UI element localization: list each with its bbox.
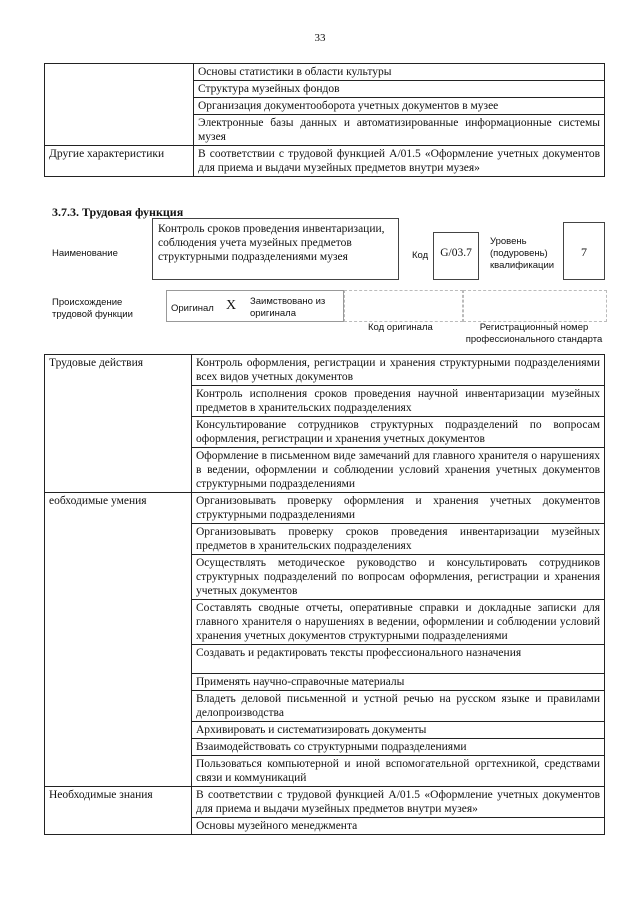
table-cell: Создавать и редактировать тексты профессионального назначения xyxy=(192,645,605,674)
row-label-other: Другие характеристики xyxy=(45,146,194,177)
function-name-box: Контроль сроков проведения инвентаризации, соблюдения учета музейных предметов структурными подразделениями музея xyxy=(152,218,399,280)
table-cell: Организовывать проверку оформления и хранения учетных документов структурными подразделениями xyxy=(192,493,605,524)
table-cell: Основы статистики в области культуры xyxy=(194,64,605,81)
table-cell: Применять научно-справочные материалы xyxy=(192,674,605,691)
table-cell: Основы музейного менеджмента xyxy=(192,818,605,835)
code-label: Код xyxy=(412,250,429,261)
table-cell: Архивировать и систематизировать документы xyxy=(192,722,605,739)
table-cell: Контроль оформления, регистрации и хранения структурными подразделениями всех видов учетных документов xyxy=(192,355,605,386)
table-cell: Осуществлять методическое руководство и консультировать сотрудников структурных подразделений по вопросам оформления, регистрации и хранения учетных документов xyxy=(192,555,605,600)
original-label: Оригинал xyxy=(171,303,214,314)
original-code-label: Код оригинала xyxy=(368,322,433,333)
table-cell: Взаимодействовать со структурными подразделениями xyxy=(192,739,605,756)
table-row xyxy=(45,355,605,386)
reg-number-box xyxy=(463,290,607,322)
table-cell: Составлять сводные отчеты, оперативные справки и докладные записки для главного хранителя о нарушениях в ведении, оформлении и соблюдении условий хранения учетных документов структурными подразделениями xyxy=(192,600,605,645)
table-cell: Структура музейных фондов xyxy=(194,81,605,98)
borrowed-label: Заимствовано из оригинала xyxy=(250,296,326,319)
table-cell: Организация документооборота учетных документов в музее xyxy=(194,98,605,115)
table-row xyxy=(45,146,605,177)
page-number: 33 xyxy=(314,32,326,44)
table-cell: Консультирование сотрудников структурных подразделений по вопросам оформления, регистрации и хранения учетных документов xyxy=(192,417,605,448)
row-label-knowledge: Необходимые знания xyxy=(45,787,192,835)
level-label: Уровень (подуровень) квалификации xyxy=(490,236,555,271)
table-row xyxy=(45,64,605,81)
top-characteristics-table xyxy=(44,63,605,177)
table-row xyxy=(45,787,605,818)
original-mark: X xyxy=(226,298,237,313)
origin-label: Происхождение трудовой функции xyxy=(52,297,133,320)
table-row xyxy=(45,493,605,524)
function-code-box: G/03.7 xyxy=(433,232,479,280)
table-cell: В соответствии с трудовой функцией А/01.5 «Оформление учетных документов для приема и выдачи музейных предметов внутри музея» xyxy=(192,787,605,818)
table-cell: Контроль исполнения сроков проведения научной инвентаризации музейных предметов в хранительских подразделениях xyxy=(192,386,605,417)
section-title: 3.7.3. Трудовая функция xyxy=(52,205,184,219)
table-cell: Электронные базы данных и автоматизированные информационные системы музея xyxy=(194,115,605,146)
table-cell: Оформление в письменном виде замечаний для главного хранителя о нарушениях в ведении, оформлении и соблюдении условий хранения учетных документов структурными подразделениями xyxy=(192,448,605,493)
table-cell: Пользоваться компьютерной и иной вспомогательной оргтехникой, средствами связи и коммуникаций xyxy=(192,756,605,787)
row-label-labor-actions: Трудовые действия xyxy=(45,355,192,493)
table-cell: Организовывать проверку сроков проведения инвентаризации музейных предметов в хранительских подразделениях xyxy=(192,524,605,555)
table-cell: В соответствии с трудовой функцией А/01.5 «Оформление учетных документов для приема и выдачи музейных предметов внутри музея» xyxy=(194,146,605,177)
original-code-box xyxy=(344,290,463,322)
row-label-skills: еобходимые умения xyxy=(45,493,192,787)
reg-number-label: Регистрационный номер профессионального стандарта xyxy=(465,322,603,345)
table-cell: Владеть деловой письменной и устной речью на русском языке и правилами делопроизводства xyxy=(192,691,605,722)
table-cell-empty xyxy=(45,64,194,146)
name-label: Наименование xyxy=(52,248,118,259)
qualification-level-box: 7 xyxy=(563,222,605,280)
function-details-table xyxy=(44,354,605,835)
